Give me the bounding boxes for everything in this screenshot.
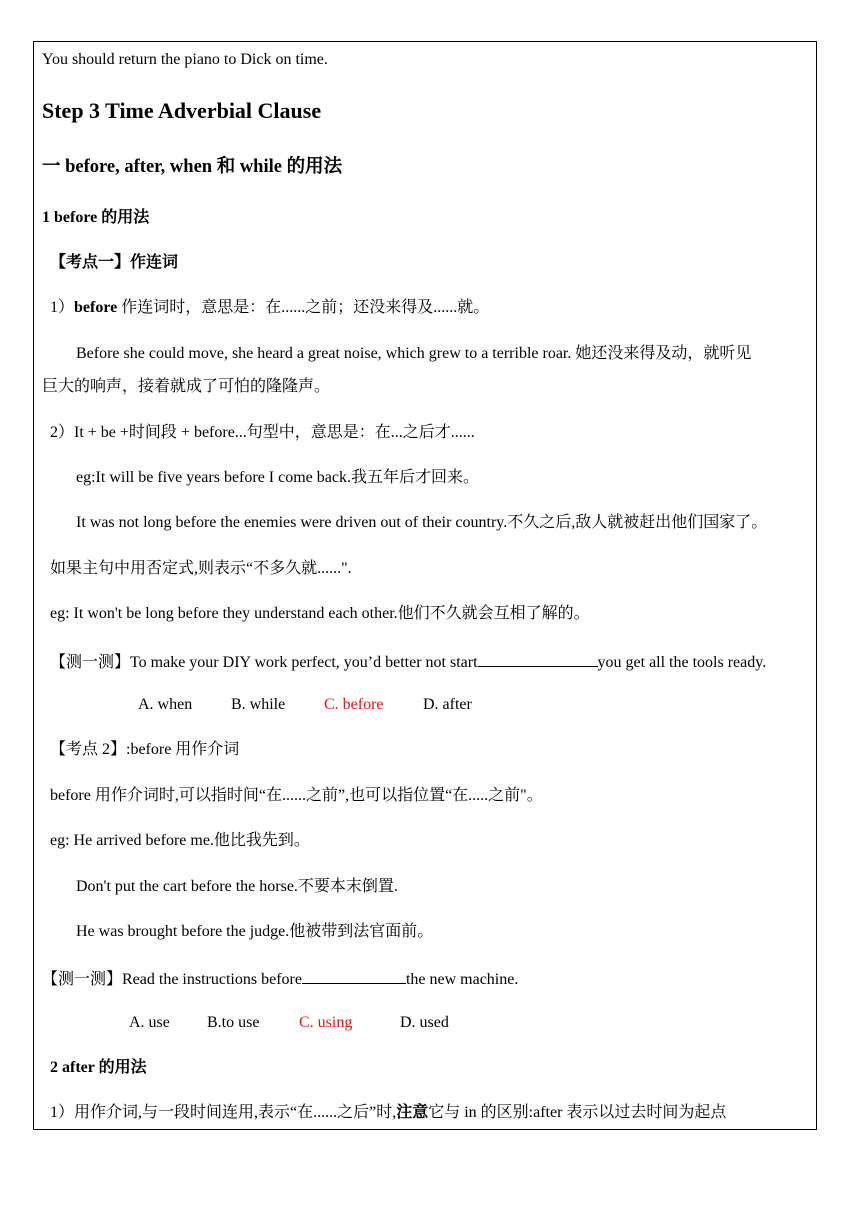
quiz1-option-a: A. when [138,696,193,713]
step-title: Step 3 Time Adverbial Clause [42,98,322,123]
after-rule-part1: 1）用作介词,与一段时间连用,表示“在......之后”时, [50,1104,397,1121]
example1-line1: Before she could move, she heard a great noise, which grew to a terrible roar. 她还没来得及动，就听见 [76,345,752,362]
example1-line2: 巨大的响声，接着就成了可怕的隆隆声。 [42,378,331,395]
example3: It was not long before the enemies were driven out of their country.不久之后,敌人就被赶出他们国家了。 [76,514,768,531]
quiz2-suffix: the new machine. [405,971,519,988]
subsection-before-title: 1 before 的用法 [42,209,150,226]
quiz1-prefix: 【测一测】To make your DIY work perfect, you’d better not start [50,654,478,671]
subsection-after-title: 2 after 的用法 [50,1059,147,1076]
quiz2-prefix: 【测一测】Read the instructions before [42,971,302,988]
intro-line: You should return the piano to Dick on time. [42,51,328,68]
rule1 [50,298,489,318]
example6: Don't put the cart before the horse.不要本末倒置. [76,878,398,895]
quiz1-option-d: D. after [423,696,472,713]
negative-rule: 如果主句中用否定式,则表示“不多久就......". [50,560,352,577]
quiz2-blank [302,967,406,984]
rule1-number: 1） [50,299,75,316]
quiz2 [42,967,518,990]
section-title: 一 before, after, when 和 while 的用法 [42,157,343,177]
example7: He was brought before the judge.他被带到法官面前。 [76,923,434,940]
content-frame [33,41,817,1130]
quiz1-option-c-answer: C. before [324,696,384,713]
quiz2-option-a: A. use [129,1014,170,1031]
point1-heading: 【考点一】作连词 [50,254,179,271]
point2-heading: 【考点 2】:before 用作介词 [50,741,240,758]
rule2: 2）It + be +时间段 + before...句型中，意思是：在...之后才...... [50,424,475,441]
quiz1-blank [478,650,598,667]
quiz2-option-d: D. used [400,1014,449,1031]
rule1-text: 作连词时，意思是：在......之前；还没来得及......就。 [117,299,490,316]
example4: eg: It won't be long before they understand each other.他们不久就会互相了解的。 [50,605,590,622]
quiz1-option-b: B. while [231,696,286,713]
quiz1 [50,650,766,673]
rule1-keyword: before [74,299,118,316]
after-rule-emphasis: 注意 [396,1104,429,1121]
quiz1-suffix: you get all the tools ready. [597,654,767,671]
example2: eg:It will be five years before I come back.我五年后才回来。 [76,469,479,486]
example5: eg: He arrived before me.他比我先到。 [50,832,310,849]
quiz2-option-b: B.to use [207,1014,260,1031]
prep-rule: before 用作介词时,可以指时间“在......之前”,也可以指位置“在.....之前"。 [50,787,543,804]
after-rule-part2: 它与 in 的区别:after 表示以过去时间为起点 [428,1104,727,1121]
quiz2-option-c-answer: C. using [299,1014,353,1031]
after-rule [50,1103,726,1123]
